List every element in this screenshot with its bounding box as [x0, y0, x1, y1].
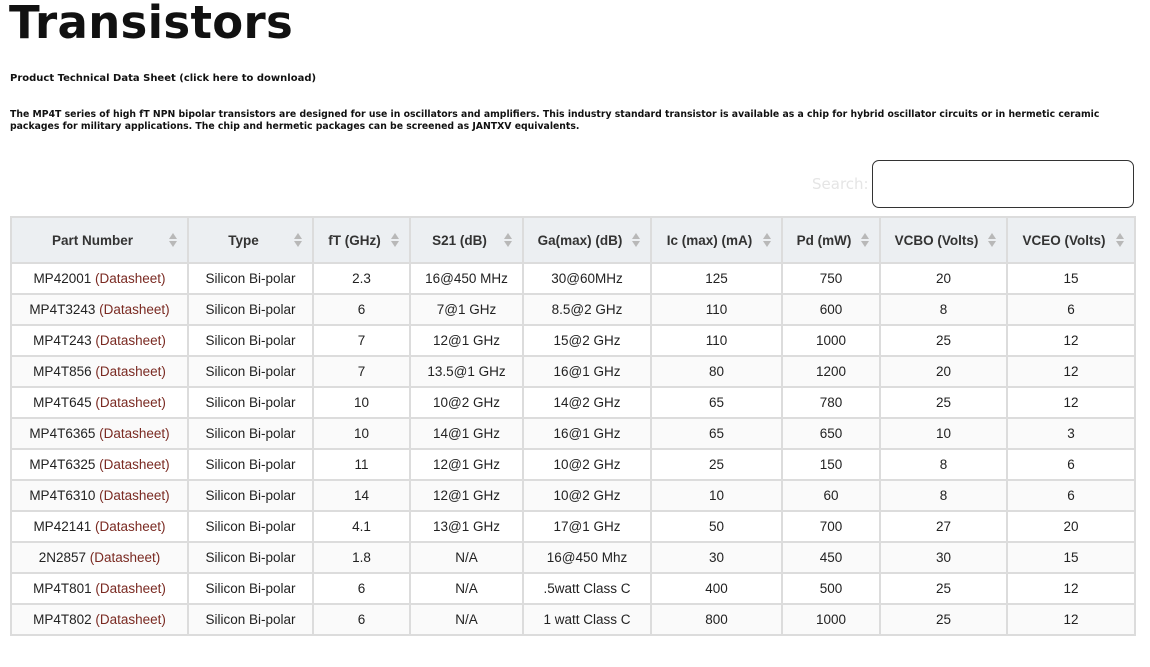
- part-number-text: MP4T801: [33, 581, 92, 596]
- cell-ft: 6: [313, 604, 410, 635]
- col-header-label: S21 (dB): [432, 232, 487, 248]
- part-number-text: MP42001: [33, 271, 92, 286]
- cell-vcbo: 25: [880, 325, 1007, 356]
- col-header-vceo[interactable]: [1007, 217, 1135, 263]
- cell-type: Silicon Bi-polar: [188, 449, 313, 480]
- cell-part-number: [11, 604, 188, 635]
- datasheet-link[interactable]: (Datasheet): [95, 364, 166, 379]
- datasheet-link[interactable]: (Datasheet): [95, 395, 166, 410]
- cell-ic-max: 400: [651, 573, 782, 604]
- cell-s21: N/A: [410, 573, 523, 604]
- part-number-text: MP4T802: [33, 612, 92, 627]
- cell-ga-max: 16@1 GHz: [523, 418, 651, 449]
- cell-pd: 700: [782, 511, 880, 542]
- table-row: [11, 263, 1135, 294]
- part-number-text: 2N2857: [38, 550, 86, 565]
- cell-vcbo: 25: [880, 573, 1007, 604]
- cell-ga-max: 30@60MHz: [523, 263, 651, 294]
- table-row: [11, 511, 1135, 542]
- cell-ic-max: 80: [651, 356, 782, 387]
- cell-ft: 10: [313, 418, 410, 449]
- transistor-table: [10, 216, 1136, 636]
- cell-type: Silicon Bi-polar: [188, 542, 313, 573]
- part-number-text: MP4T243: [33, 333, 92, 348]
- cell-part-number: [11, 449, 188, 480]
- cell-vceo: 15: [1007, 263, 1135, 294]
- table-header-row: [11, 217, 1135, 263]
- cell-vcbo: 8: [880, 294, 1007, 325]
- cell-s21: 13@1 GHz: [410, 511, 523, 542]
- cell-ic-max: 125: [651, 263, 782, 294]
- cell-vceo: 6: [1007, 449, 1135, 480]
- sort-icon[interactable]: [294, 231, 302, 249]
- product-datasheet-link[interactable]: Product Technical Data Sheet (click here to download): [10, 73, 317, 84]
- table-row: [11, 294, 1135, 325]
- cell-pd: 450: [782, 542, 880, 573]
- cell-type: Silicon Bi-polar: [188, 325, 313, 356]
- cell-s21: 12@1 GHz: [410, 325, 523, 356]
- cell-part-number: [11, 480, 188, 511]
- cell-ic-max: 30: [651, 542, 782, 573]
- cell-ga-max: 16@1 GHz: [523, 356, 651, 387]
- cell-part-number: [11, 356, 188, 387]
- product-description: The MP4T series of high fT NPN bipolar transistors are designed for use in oscillators and amplifiers. This industry standard transistor is available as a chip for hybrid oscillator circuits or in hermetic ceramic packages for military applications. The chip and hermetic packages can be screened as JANTXV equivalents.: [10, 109, 1100, 132]
- sort-icon[interactable]: [1116, 231, 1124, 249]
- cell-ft: 10: [313, 387, 410, 418]
- cell-ic-max: 800: [651, 604, 782, 635]
- cell-s21: N/A: [410, 604, 523, 635]
- datasheet-link[interactable]: (Datasheet): [89, 550, 161, 565]
- part-number-text: MP42141: [33, 519, 92, 534]
- search-input[interactable]: [872, 160, 1134, 208]
- table-row: [11, 418, 1135, 449]
- cell-vceo: 20: [1007, 511, 1135, 542]
- cell-ft: 7: [313, 356, 410, 387]
- cell-ft: 7: [313, 325, 410, 356]
- cell-ga-max: 10@2 GHz: [523, 449, 651, 480]
- cell-ga-max: 8.5@2 GHz: [523, 294, 651, 325]
- sort-icon[interactable]: [391, 231, 399, 249]
- cell-s21: 10@2 GHz: [410, 387, 523, 418]
- cell-type: Silicon Bi-polar: [188, 511, 313, 542]
- cell-type: Silicon Bi-polar: [188, 573, 313, 604]
- col-header-label: Pd (mW): [796, 232, 852, 248]
- cell-vcbo: 8: [880, 480, 1007, 511]
- cell-vceo: 6: [1007, 480, 1135, 511]
- datasheet-link[interactable]: (Datasheet): [95, 519, 166, 534]
- cell-part-number: [11, 418, 188, 449]
- table-row: [11, 387, 1135, 418]
- col-header-ga-max[interactable]: [523, 217, 651, 263]
- cell-ic-max: 25: [651, 449, 782, 480]
- col-header-ft[interactable]: [313, 217, 410, 263]
- cell-ga-max: .5watt Class C: [523, 573, 651, 604]
- cell-ic-max: 110: [651, 294, 782, 325]
- cell-vceo: 6: [1007, 294, 1135, 325]
- col-header-type[interactable]: [188, 217, 313, 263]
- sort-icon[interactable]: [988, 231, 996, 249]
- cell-s21: 12@1 GHz: [410, 449, 523, 480]
- cell-type: Silicon Bi-polar: [188, 263, 313, 294]
- cell-ic-max: 10: [651, 480, 782, 511]
- cell-s21: 14@1 GHz: [410, 418, 523, 449]
- cell-vceo: 15: [1007, 542, 1135, 573]
- cell-ga-max: 15@2 GHz: [523, 325, 651, 356]
- cell-part-number: [11, 573, 188, 604]
- cell-pd: 60: [782, 480, 880, 511]
- cell-ic-max: 65: [651, 418, 782, 449]
- cell-pd: 1200: [782, 356, 880, 387]
- cell-type: Silicon Bi-polar: [188, 418, 313, 449]
- cell-part-number: [11, 387, 188, 418]
- cell-vcbo: 30: [880, 542, 1007, 573]
- sort-icon[interactable]: [861, 231, 869, 249]
- col-header-label: Type: [228, 232, 259, 248]
- cell-ic-max: 110: [651, 325, 782, 356]
- cell-vceo: 12: [1007, 604, 1135, 635]
- datasheet-link[interactable]: (Datasheet): [99, 457, 170, 472]
- table-row: [11, 480, 1135, 511]
- cell-ft: 6: [313, 294, 410, 325]
- part-number-text: MP4T6310: [29, 488, 96, 503]
- cell-ga-max: 16@450 Mhz: [523, 542, 651, 573]
- cell-s21: 7@1 GHz: [410, 294, 523, 325]
- cell-s21: N/A: [410, 542, 523, 573]
- col-header-pd[interactable]: [782, 217, 880, 263]
- col-header-ic-max[interactable]: [651, 217, 782, 263]
- part-number-text: MP4T6365: [29, 426, 96, 441]
- cell-s21: 16@450 MHz: [410, 263, 523, 294]
- table-row: [11, 542, 1135, 573]
- col-header-label: VCBO (Volts): [894, 232, 979, 248]
- datasheet-link[interactable]: (Datasheet): [99, 302, 170, 317]
- cell-vcbo: 20: [880, 263, 1007, 294]
- cell-vceo: 3: [1007, 418, 1135, 449]
- cell-ft: 4.1: [313, 511, 410, 542]
- cell-vcbo: 8: [880, 449, 1007, 480]
- table-row: [11, 325, 1135, 356]
- col-header-vcbo[interactable]: [880, 217, 1007, 263]
- part-number-text: MP4T3243: [29, 302, 96, 317]
- cell-pd: 1000: [782, 325, 880, 356]
- col-header-label: Part Number: [51, 232, 134, 248]
- search-label: Search:: [812, 175, 869, 193]
- cell-type: Silicon Bi-polar: [188, 480, 313, 511]
- page-title: Transistors: [9, 0, 294, 49]
- cell-type: Silicon Bi-polar: [188, 604, 313, 635]
- sort-icon[interactable]: [763, 231, 771, 249]
- datasheet-link[interactable]: (Datasheet): [99, 488, 170, 503]
- col-header-label: Ic (max) (mA): [666, 232, 753, 248]
- cell-vceo: 12: [1007, 356, 1135, 387]
- cell-ic-max: 50: [651, 511, 782, 542]
- cell-vceo: 12: [1007, 325, 1135, 356]
- part-number-text: MP4T6325: [29, 457, 96, 472]
- cell-vcbo: 27: [880, 511, 1007, 542]
- datasheet-link[interactable]: (Datasheet): [95, 612, 166, 627]
- cell-part-number: [11, 294, 188, 325]
- cell-vcbo: 25: [880, 387, 1007, 418]
- datasheet-link[interactable]: (Datasheet): [95, 581, 166, 596]
- cell-ga-max: 1 watt Class C: [523, 604, 651, 635]
- datasheet-link[interactable]: (Datasheet): [95, 333, 166, 348]
- cell-pd: 500: [782, 573, 880, 604]
- datasheet-link[interactable]: (Datasheet): [99, 426, 170, 441]
- cell-type: Silicon Bi-polar: [188, 356, 313, 387]
- cell-vceo: 12: [1007, 573, 1135, 604]
- table-row: [11, 356, 1135, 387]
- cell-type: Silicon Bi-polar: [188, 294, 313, 325]
- table-row: [11, 573, 1135, 604]
- cell-part-number: [11, 325, 188, 356]
- col-header-part-number[interactable]: [11, 217, 188, 263]
- cell-s21: 13.5@1 GHz: [410, 356, 523, 387]
- cell-ic-max: 65: [651, 387, 782, 418]
- col-header-label: Ga(max) (dB): [537, 232, 623, 248]
- cell-pd: 1000: [782, 604, 880, 635]
- cell-type: Silicon Bi-polar: [188, 387, 313, 418]
- cell-pd: 650: [782, 418, 880, 449]
- part-number-text: MP4T856: [33, 364, 92, 379]
- cell-s21: 12@1 GHz: [410, 480, 523, 511]
- cell-ga-max: 17@1 GHz: [523, 511, 651, 542]
- datasheet-link[interactable]: (Datasheet): [95, 271, 166, 286]
- sort-icon[interactable]: [504, 231, 512, 249]
- cell-ft: 14: [313, 480, 410, 511]
- cell-part-number: [11, 263, 188, 294]
- cell-vcbo: 20: [880, 356, 1007, 387]
- cell-pd: 780: [782, 387, 880, 418]
- col-header-label: fT (GHz): [328, 232, 381, 248]
- cell-vceo: 12: [1007, 387, 1135, 418]
- sort-icon[interactable]: [169, 231, 177, 249]
- cell-ga-max: 10@2 GHz: [523, 480, 651, 511]
- table-row: [11, 604, 1135, 635]
- cell-pd: 150: [782, 449, 880, 480]
- cell-vcbo: 10: [880, 418, 1007, 449]
- table-row: [11, 449, 1135, 480]
- cell-part-number: [11, 542, 188, 573]
- table-body: [11, 263, 1135, 635]
- sort-icon[interactable]: [632, 231, 640, 249]
- cell-pd: 600: [782, 294, 880, 325]
- cell-ft: 1.8: [313, 542, 410, 573]
- cell-ft: 6: [313, 573, 410, 604]
- cell-pd: 750: [782, 263, 880, 294]
- cell-part-number: [11, 511, 188, 542]
- cell-ft: 11: [313, 449, 410, 480]
- cell-ga-max: 14@2 GHz: [523, 387, 651, 418]
- cell-vcbo: 25: [880, 604, 1007, 635]
- part-number-text: MP4T645: [33, 395, 92, 410]
- col-header-label: VCEO (Volts): [1022, 232, 1106, 248]
- cell-ft: 2.3: [313, 263, 410, 294]
- col-header-s21[interactable]: [410, 217, 523, 263]
